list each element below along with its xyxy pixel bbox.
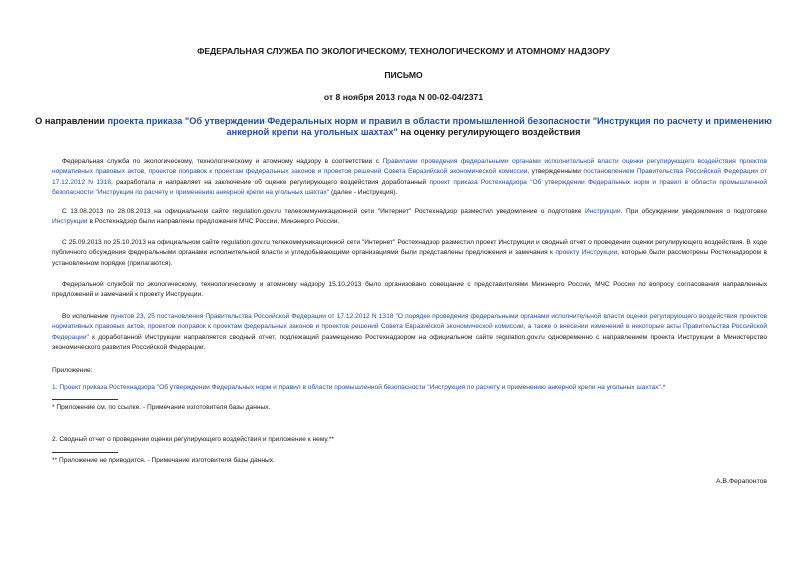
p5-text-3: к доработанной Инструкции направляется сводный отчет, подлежащий размещению Ростехнадзором на официальном сайте regulation.gov.ru одновременно с направлением проекта Инструкции в Министерство экономического развития Российской Федерации. — [52, 333, 767, 352]
footnote-divider-2 — [52, 452, 118, 453]
p2-link-instruction-1[interactable]: Инструкции — [584, 208, 621, 215]
signature: А.В.Ферапонтов — [716, 478, 767, 485]
p3-text-1: С 25.09.2013 по 25.10.2013 на официальном сайте regulation.gov.ru телекоммуникационной сети "Интернет" Ростехнадзор разместил проект Инструкции и сводный отчет о проведении оценки регулирующего воздействия. В ходе публичного обсуждения федеральными органами исполнительной власти и угледобывающими организациями были представлены предложения и замечания к — [52, 239, 767, 257]
p5-text-2: , — [143, 313, 148, 320]
subject-prefix: О направлении — [35, 116, 108, 126]
appendix-item-2: 2. Сводный отчет о проведении оценки регулирующего воздействия и приложение к нему.** — [52, 436, 334, 443]
paragraph-5 — [52, 312, 767, 354]
p1-link-decree[interactable]: постановлением Правительства Российской Федерации от 17.12.2012 N 1318 — [52, 168, 767, 186]
p2-link-instruction-2[interactable]: Инструкции — [52, 218, 88, 226]
p1-text-2: , утвержденными — [527, 168, 584, 176]
p1-link-draft-order[interactable]: проект приказа Ростехнадзора "Об утверждении Федеральных норм и правил в области промышленной безопасности "Инструкция по расчету и применению анкерной крепи на угольных шахтах" — [52, 178, 767, 197]
subject-suffix: на оценку регулирующего воздействия — [397, 127, 581, 137]
p1-text-3: , разработала и направляет на заключение об оценке регулирующего воздействия доработанный — [111, 178, 430, 186]
p5-text-1: Во исполнение — [62, 313, 111, 320]
appendix-item-1-link[interactable]: 1. Проект приказа Ростехнадзора "Об утверждении Федеральных норм и правил в области промышленной безопасности "Инструкция по расчету и применению анкерной крепи на угольных шахтах" — [52, 384, 661, 391]
footnote-divider-1 — [52, 399, 118, 400]
p1-text-4: (далее - Инструкция). — [329, 189, 398, 197]
p4-text-1: Федеральной службой по экологическому, технологическому и атомному надзору 15.10.2013 было организовано совещание с представителями Минэнерго России, МЧС России по вопросу согласования направленных предложений и замечаний к проекту Инструкции. — [52, 281, 767, 299]
footnote-2: ** Приложение не приводится. - Примечание изготовителя базы данных. — [52, 457, 275, 464]
p1-link-rules[interactable]: Правилами проведения федеральными органами исполнительной власти оценки регулирующего воздействия проектов нормативных правовых актов, проектов поправок к проектам федеральных законов и проектов решений Совета Евразийской экономической комиссии — [52, 158, 767, 176]
p2-text-3: в Ростехнадзор были направлены предложения МЧС России, Минэнерго России. — [87, 218, 340, 226]
p1-text-1: Федеральная служба по экологическому, технологическому и атомному надзору в соответствии с — [62, 158, 383, 165]
footnote-1: * Приложение см. по ссылке. - Примечание изготовителя базы данных. — [52, 404, 271, 411]
subject-link[interactable]: проекта приказа "Об утверждении Федеральных норм и правил в области промышленной безопасности "Инструкция по расчету и применению анкерной крепи на угольных шахтах" — [107, 116, 772, 137]
p3-link-draft-instruction[interactable]: проекту Инструкции — [555, 249, 618, 257]
appendix-label: Приложение: — [52, 367, 93, 374]
p5-link-clause-25-decree[interactable]: 25 постановления Правительства Российской Федерации от 17.12.2012 N 1318 "О порядке проведения федеральными органами исполнительной власти оценки регулирующего воздействия проектов нормативных правовых актов, проектов поправок к проектам федеральных законов и проектов решений Совета Евразийской экономической комиссии, а также о внесении изменений в некоторые акты Правительства Российской Федерации" — [52, 313, 768, 341]
document-date-number: от 8 ноября 2013 года N 00-02-04/2371 — [323, 92, 484, 102]
p2-text-1: С 13.08.2013 по 28.08.2013 на официальном сайте regulation.gov.ru телекоммуникационной сети "Интернет" Ростехнадзор разместил уведомление о подготовке — [62, 208, 585, 215]
paragraph-3 — [52, 238, 767, 269]
paragraph-4 — [52, 280, 767, 301]
agency-name: ФЕДЕРАЛЬНАЯ СЛУЖБА ПО ЭКОЛОГИЧЕСКОМУ, ТЕХНОЛОГИЧЕСКОМУ И АТОМНОМУ НАДЗОРУ — [197, 46, 610, 56]
document-type: ПИСЬМО — [384, 70, 423, 80]
paragraph-1 — [52, 157, 767, 199]
document-subject — [34, 116, 773, 138]
p2-text-2: . При обсуждении уведомления о подготовке — [620, 208, 767, 215]
p5-link-clause-23[interactable]: пунктов 23 — [110, 313, 144, 320]
p3-text-2: , которые были рассмотрены Ростехнадзором в установленном порядке (прилагаются). — [52, 249, 768, 267]
appendix-item-1-mark: .* — [660, 384, 666, 391]
appendix-item-1 — [52, 383, 665, 393]
paragraph-2 — [52, 207, 767, 228]
